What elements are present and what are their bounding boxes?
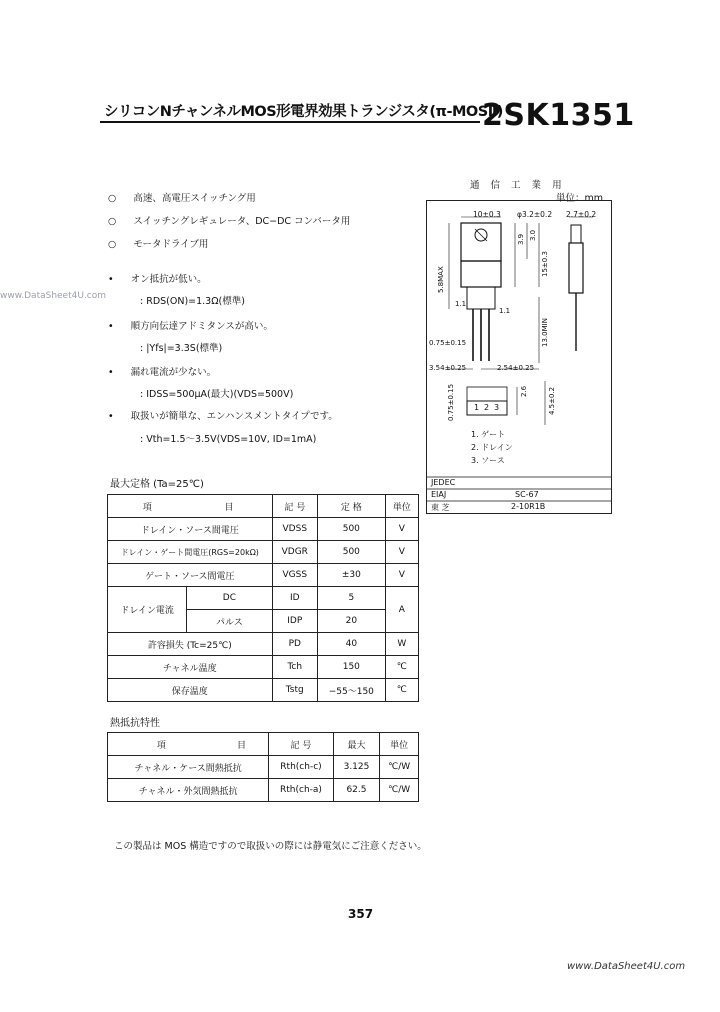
dim-bottom-lead: 0.75±0.15 xyxy=(447,383,455,421)
rating-value: 40 xyxy=(318,633,386,656)
table-row xyxy=(108,656,419,679)
thermal-unit: ℃/W xyxy=(380,779,419,802)
table-row xyxy=(108,587,419,610)
rating-item: ゲート・ソース間電圧 xyxy=(108,564,273,587)
rating-value: ±30 xyxy=(318,564,386,587)
header-cell: 最大 xyxy=(333,733,380,756)
standard-org: JEDEC xyxy=(431,478,456,487)
watermark-right: www.DataSheet4U.com xyxy=(567,961,686,972)
pin-label: 1. ゲート xyxy=(471,430,506,439)
table-header-row xyxy=(108,495,419,518)
feature-item xyxy=(108,271,207,285)
application-item xyxy=(108,213,350,227)
thermal-unit: ℃/W xyxy=(380,756,419,779)
header-cell: 目 xyxy=(187,495,272,518)
dim-3-0: 3.0 xyxy=(529,229,537,241)
standard-org: 東 芝 xyxy=(431,503,450,512)
rating-unit: V xyxy=(385,518,418,541)
thermal-item: チャネル・ケース間熱抵抗 xyxy=(108,756,269,779)
rating-symbol: Tch xyxy=(272,656,317,679)
dim-pitch-b: 2.54±0.25 xyxy=(497,364,535,372)
bullet: • xyxy=(108,411,114,422)
dim-1-1-left: 1.1 xyxy=(455,300,467,308)
dim-lead-width: 0.75±0.15 xyxy=(429,339,467,347)
rating-symbol: Tstg xyxy=(272,679,317,702)
table-header-row xyxy=(108,733,419,756)
feature-item xyxy=(108,408,338,422)
rating-symbol: IDP xyxy=(272,610,317,633)
feature-item xyxy=(108,364,216,378)
application-text: モータドライブ用 xyxy=(133,239,209,250)
table-row xyxy=(108,564,419,587)
dim-width: 10±0.3 xyxy=(473,210,501,219)
thermal-max: 3.125 xyxy=(333,756,380,779)
ratings-title: 最大定格 (Ta=25℃) xyxy=(110,479,204,490)
rating-unit: W xyxy=(385,633,418,656)
standard-value: SC-67 xyxy=(515,490,539,499)
dim-hole: φ3.2±0.2 xyxy=(517,210,553,219)
header-cell: 定 格 xyxy=(318,495,386,518)
thermal-table xyxy=(107,732,419,802)
table-row xyxy=(108,779,419,802)
side-view-body xyxy=(569,243,583,293)
rating-unit: V xyxy=(385,564,418,587)
table-row xyxy=(108,679,419,702)
thermal-symbol: Rth(ch-a) xyxy=(269,779,333,802)
rating-unit: A xyxy=(385,587,418,633)
rating-unit: ℃ xyxy=(385,656,418,679)
table-row xyxy=(108,756,419,779)
thermal-item: チャネル・外気間熱抵抗 xyxy=(108,779,269,802)
pin-number: 3 xyxy=(494,403,500,412)
package-header: 通 信 工 業 用 xyxy=(470,180,566,191)
rating-subitem: DC xyxy=(187,587,272,610)
header-cell: 記 号 xyxy=(272,495,317,518)
bullet: ○ xyxy=(108,239,117,250)
rating-unit: ℃ xyxy=(385,679,418,702)
dim-5-8max: 5.8MAX xyxy=(437,266,445,293)
rating-symbol: ID xyxy=(272,587,317,610)
dim-2-6: 2.6 xyxy=(520,385,528,397)
rating-item: ドレイン・ソース間電圧 xyxy=(108,518,273,541)
application-text: スイッチングレギュレータ、DC−DC コンバータ用 xyxy=(133,216,351,227)
package-outline-box xyxy=(426,200,612,514)
rating-value: 500 xyxy=(318,518,386,541)
standard-org: EIAJ xyxy=(431,490,447,499)
header-cell: 単位 xyxy=(380,733,419,756)
rating-item: ドレイン・ゲート間電圧(RGS=20kΩ) xyxy=(108,541,273,564)
header-cell: 単位 xyxy=(385,495,418,518)
pin-label: 3. ソース xyxy=(471,456,505,465)
application-text: 高速、高電圧スイッチング用 xyxy=(133,193,256,204)
dim-3-9: 3.9 xyxy=(517,233,525,245)
application-item xyxy=(108,190,256,204)
rating-unit: V xyxy=(385,541,418,564)
dim-pitch-a: 3.54±0.25 xyxy=(429,364,467,372)
feature-detail: : Vth=1.5〜3.5V(VDS=10V, ID=1mA) xyxy=(140,434,317,445)
application-item xyxy=(108,236,208,250)
side-view-top xyxy=(571,225,581,243)
rating-item: ドレイン電流 xyxy=(108,587,187,633)
dim-4-5: 4.5±0.2 xyxy=(548,386,556,415)
feature-item xyxy=(108,318,273,332)
part-number: 2SK1351 xyxy=(482,98,635,133)
bullet: • xyxy=(108,274,114,285)
title-rule xyxy=(100,121,480,123)
package-body xyxy=(461,261,501,287)
thermal-title: 熱抵抗特性 xyxy=(110,718,160,729)
ratings-table xyxy=(107,494,419,702)
pin-number: 1 xyxy=(474,403,480,412)
rating-subitem: パルス xyxy=(187,610,272,633)
rating-value: 5 xyxy=(318,587,386,610)
rating-item: 保存温度 xyxy=(108,679,273,702)
rating-item: 許容損失 (Tc=25℃) xyxy=(108,633,273,656)
rating-symbol: VGSS xyxy=(272,564,317,587)
lead-base xyxy=(467,287,495,309)
dim-15: 15±0.3 xyxy=(541,251,549,277)
package-drawing xyxy=(427,201,611,513)
watermark-left: www.DataSheet4U.com xyxy=(0,291,107,301)
header-cell: 目 xyxy=(215,733,269,756)
bullet: ○ xyxy=(108,216,117,227)
rating-item: チャネル温度 xyxy=(108,656,273,679)
feature-text: オン抵抗が低い。 xyxy=(130,274,207,285)
feature-text: 順方向伝達アドミタンスが高い。 xyxy=(130,321,273,332)
bullet: • xyxy=(108,321,114,332)
pin-number: 2 xyxy=(484,403,490,412)
document-title: シリコンNチャンネルMOS形電界効果トランジスタ(π-MOSⅡ) xyxy=(104,104,503,120)
rating-symbol: VDSS xyxy=(272,518,317,541)
header-cell: 項 xyxy=(108,733,215,756)
bullet: • xyxy=(108,367,114,378)
standard-value: 2-10R1B xyxy=(511,502,546,511)
feature-text: 取扱いが簡単な、エンハンスメントタイプです。 xyxy=(130,411,338,422)
rating-symbol: VDGR xyxy=(272,541,317,564)
header-cell: 項 xyxy=(108,495,187,518)
rating-value: 20 xyxy=(318,610,386,633)
rating-symbol: PD xyxy=(272,633,317,656)
feature-text: 漏れ電流が少ない。 xyxy=(130,367,217,378)
dim-side: 2.7±0.2 xyxy=(566,210,597,219)
thermal-symbol: Rth(ch-c) xyxy=(269,756,333,779)
dim-1-1-right: 1.1 xyxy=(499,307,511,315)
unit-label: 単位：mm xyxy=(556,193,604,204)
feature-detail: : |Yfs|=3.3S(標準) xyxy=(140,343,223,354)
rating-value: 500 xyxy=(318,541,386,564)
table-row xyxy=(108,633,419,656)
thermal-max: 62.5 xyxy=(333,779,380,802)
pin-label: 2. ドレイン xyxy=(471,443,513,452)
dim-13min: 13.0MIN xyxy=(541,318,549,347)
bullet: ○ xyxy=(108,193,117,204)
page-number: 357 xyxy=(348,907,374,921)
header-cell: 記 号 xyxy=(269,733,333,756)
feature-detail: : IDSS=500μA(最大)(VDS=500V) xyxy=(140,389,294,400)
rating-value: −55〜150 xyxy=(318,679,386,702)
table-row xyxy=(108,518,419,541)
rating-value: 150 xyxy=(318,656,386,679)
feature-detail: : RDS(ON)=1.3Ω(標準) xyxy=(140,296,245,307)
handling-note: この製品は MOS 構造ですので取扱いの際には静電気にご注意ください。 xyxy=(114,841,427,852)
table-row xyxy=(108,541,419,564)
